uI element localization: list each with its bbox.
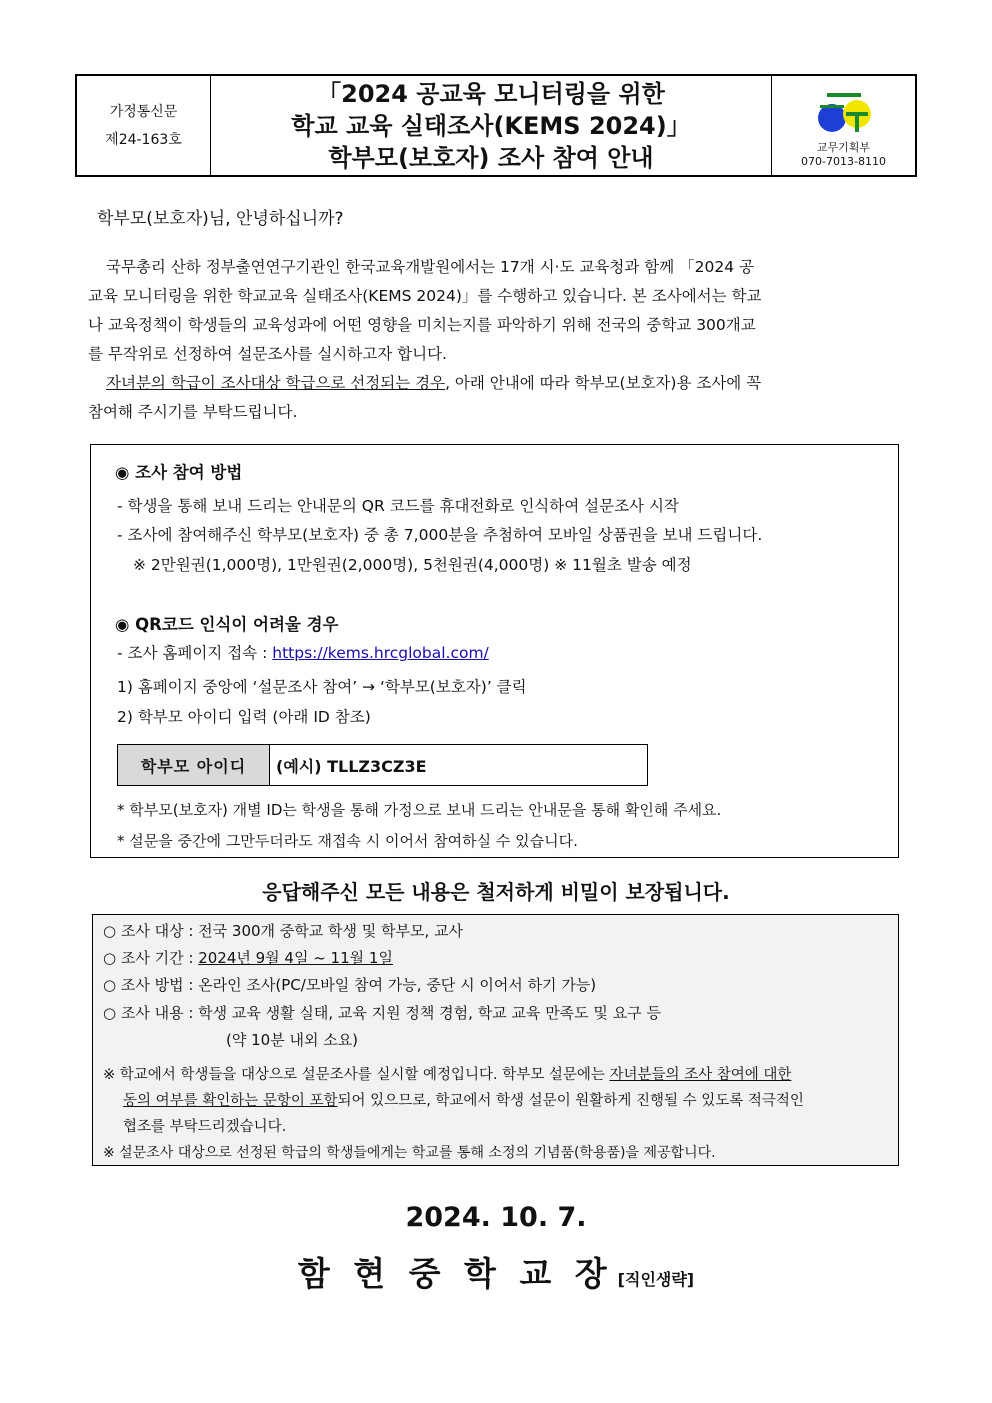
survey-url-link[interactable]: https://kems.hrcglobal.com/: [272, 644, 489, 662]
greeting: 학부모(보호자)님, 안녕하십니까?: [97, 209, 344, 229]
survey-target: ○ 조사 대상 : 전국 300개 중학교 학생 및 학부모, 교사: [103, 922, 464, 940]
intro-line-5: [88, 369, 906, 398]
gift-note: ※ 설문조사 대상으로 선정된 학급의 학생들에게는 학교를 통해 소정의 기념품(학용품)을 제공합니다.: [103, 1145, 716, 1161]
school-survey-note: [103, 1062, 893, 1166]
participation-item-2: - 조사에 참여해주신 학부모(보호자) 중 총 7,000분을 추첨하여 모바일 상품권을 보내 드립니다.: [117, 526, 763, 544]
survey-duration: (약 10분 내외 소요): [226, 1031, 359, 1049]
title-line-1: 「2024 공교육 모니터링을 위한: [317, 79, 665, 108]
intro-paragraph: [88, 253, 906, 427]
note-line-2-text: 되어 있으므로, 학교에서 학생 설문이 원활하게 진행될 수 있도록 적극적인: [337, 1093, 804, 1109]
step-2: 2) 학부모 아이디 입력 (아래 ID 참조): [117, 708, 371, 726]
school-logo-icon: [812, 91, 876, 137]
homepage-access: [117, 641, 489, 663]
participation-heading: ◉ 조사 참여 방법: [115, 463, 243, 482]
school-logo-cell: [772, 76, 915, 175]
intro-line-1: 국무총리 산하 정부출연연구기관인 한국교육개발원에서는 17개 시·도 교육청과 함께 「2024 공: [106, 258, 754, 276]
selected-class-condition: 자녀분의 학급이 조사대상 학급으로 선정되는 경우: [106, 374, 446, 392]
id-note-1: * 학부모(보호자) 개별 ID는 학생을 통해 가정으로 보내 드리는 안내문을 통해 확인해 주세요.: [117, 801, 722, 819]
homepage-access-label: - 조사 홈페이지 접속 :: [117, 644, 273, 662]
note-line-1-text: ※ 학교에서 학생들을 대상으로 설문조사를 실시할 예정입니다. 학부모 설문에는: [103, 1067, 610, 1083]
participation-item-1: - 학생을 통해 보내 드리는 안내문의 QR 코드를 휴대전화로 인식하여 설문조사 시작: [117, 497, 679, 515]
qr-heading: ◉ QR코드 인식이 어려울 경우: [115, 615, 339, 634]
title-line-2: 학교 교육 실태조사(KEMS 2024)」: [291, 111, 691, 140]
issue-date: 2024. 10. 7.: [405, 1202, 587, 1233]
survey-period: [103, 947, 393, 968]
gift-card-details: ※ 2만원권(1,000명), 1만원권(2,000명), 5천원권(4,000명) ※ 11월초 발송 예정: [133, 556, 692, 574]
survey-period-value: 2024년 9월 4일 ~ 11월 1일: [198, 949, 393, 967]
intro-line-4: 를 무작위로 선정하여 설문조사를 실시하고자 합니다.: [88, 345, 447, 363]
survey-method: ○ 조사 방법 : 온라인 조사(PC/모바일 참여 가능, 중단 시 이어서 하기 가능): [103, 976, 597, 994]
intro-line-6: 참여해 주시기를 부탁드립니다.: [88, 403, 298, 421]
title-line-3: 학부모(보호자) 조사 참여 안내: [328, 143, 654, 172]
header-table: [75, 74, 917, 177]
parent-id-value: (예시) TLLZ3CZ3E: [276, 756, 427, 776]
intro-line-2: 교육 모니터링을 위한 학교교육 실태조사(KEMS 2024)」를 수행하고 있습니다. 본 조사에서는 학교: [88, 287, 762, 305]
step-1: 1) 홈페이지 중앙에 ‘설문조사 참여’ → ‘학부모(보호자)’ 클릭: [117, 678, 527, 696]
survey-content: ○ 조사 내용 : 학생 교육 생활 실태, 교육 지원 정책 경험, 학교 교육 만족도 및 요구 등: [103, 1004, 661, 1022]
note-line-1-underlined: 자녀분들의 조사 참여에 대한: [609, 1067, 792, 1083]
note-line-2-underlined: 동의 여부를 확인하는 문항이 포함: [123, 1093, 338, 1109]
parent-id-label: 학부모 아이디: [118, 745, 270, 785]
intro-line-3: 나 교육정책이 학생들의 교육성과에 어떤 영향을 미치는지를 파악하기 위해 전국의 중학교 300개교: [88, 316, 756, 334]
note-line-2: [103, 1088, 893, 1114]
seal-omitted: [직인생략]: [617, 1270, 695, 1289]
principal-signature: [0, 1248, 992, 1295]
notice-type: 가정통신문: [109, 103, 178, 120]
note-line-3: 협조를 부탁드리겠습니다.: [123, 1119, 287, 1135]
confidentiality-statement: 응답해주신 모든 내용은 철저하게 비밀이 보장됩니다.: [262, 880, 730, 904]
principal-title: 함 현 중 학 교 장: [297, 1254, 613, 1293]
department: 교무기획부: [816, 141, 871, 154]
parent-id-table: [117, 744, 648, 786]
notice-number: 제24-163호: [105, 131, 182, 148]
id-note-2: * 설문을 중간에 그만두더라도 재접속 시 이어서 참여하실 수 있습니다.: [117, 832, 578, 850]
note-line-1: [103, 1062, 893, 1088]
notice-info: [77, 76, 211, 175]
intro-line-5-rest: , 아래 안내에 따라 학부모(보호자)용 조사에 꼭: [445, 374, 762, 392]
document-title: [211, 76, 772, 175]
phone-number: 070-7013-8110: [801, 155, 886, 168]
survey-period-label: ○ 조사 기간 :: [103, 949, 199, 967]
